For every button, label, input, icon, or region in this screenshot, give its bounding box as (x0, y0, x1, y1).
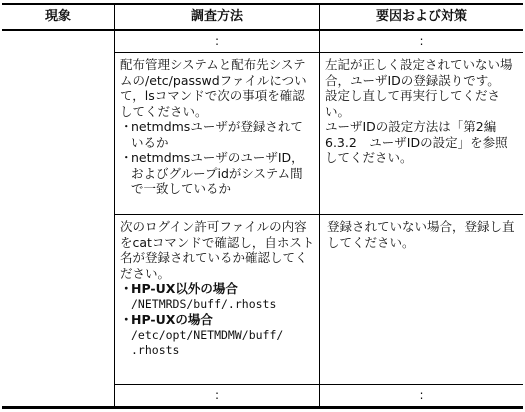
header-phenomenon: 現象 (44, 9, 71, 24)
row2-case-2-path-line-1: /etc/opt/NETMDMW/buff/ (131, 327, 284, 342)
row1-bullet-1-text: netmdmsユーザが登録されているか (131, 119, 303, 150)
row1-cause-line-2: 設定し直して再実行してください。 (325, 88, 501, 119)
header-bottom-rule (2, 29, 523, 31)
header-cause-and-action: 要因および対策 (375, 9, 467, 24)
continuation-mark-bottom-cause: : (419, 388, 424, 402)
row1-bullet-2 (120, 150, 315, 197)
row1-cause-line-3: ユーザIDの設定方法は「第2編 6.3.2 ユーザIDの設定」を参照してください。 (325, 119, 509, 165)
row1-cause (325, 57, 519, 166)
row2-case-1-path: /NETMRDS/buff/.rhosts (131, 296, 277, 311)
row1-bullet-2-text: netmdmsユーザのユーザID，およびグループidがシステム間で一致しているか (131, 150, 304, 196)
bullet-icon: ・ (120, 119, 133, 134)
row2-case-2-label-text: HP-UXの場合 (131, 312, 213, 327)
row2-case-1-label-text: HP-UX以外の場合 (131, 281, 238, 296)
continuation-mark-top-cause: : (419, 34, 424, 48)
header-investigation-method: 調査方法 (190, 9, 243, 24)
bullet-icon: ・ (120, 312, 133, 327)
row-separator-3 (114, 384, 523, 385)
column-divider-2 (319, 5, 320, 407)
row2-cause (327, 219, 519, 250)
row1-method-intro: 配布管理システムと配布先システムの/etc/passwdファイルについて，lsコマンドで次の事項を確認してください。 (120, 57, 307, 119)
row1-method (120, 57, 315, 197)
row2-cause-text: 登録されていない場合，登録し直してください。 (327, 219, 515, 250)
table-bottom-rule (2, 406, 523, 409)
column-divider-1 (114, 5, 115, 407)
bullet-icon: ・ (120, 150, 133, 165)
row1-bullet-1 (120, 119, 315, 150)
row2-case-2-path-line-2: .rhosts (131, 343, 180, 357)
bullet-icon: ・ (120, 281, 133, 296)
row2-method (120, 219, 315, 359)
row-separator-2 (114, 214, 523, 215)
continuation-mark-bottom-method: : (214, 388, 220, 402)
row1-cause-line-1: 左記が正しく設定されていない場合，ユーザIDの登録誤りです。 (325, 57, 513, 88)
row-separator-1 (114, 52, 523, 53)
row2-case-2-label (120, 312, 315, 328)
table-top-rule (2, 3, 523, 5)
row2-method-intro: 次のログイン許可ファイルの内容をcatコマンドで確認し，自ホスト名が登録されているか確認してください。 (120, 219, 315, 281)
row2-case-1-label (120, 281, 315, 297)
continuation-mark-top-method: : (214, 34, 220, 48)
